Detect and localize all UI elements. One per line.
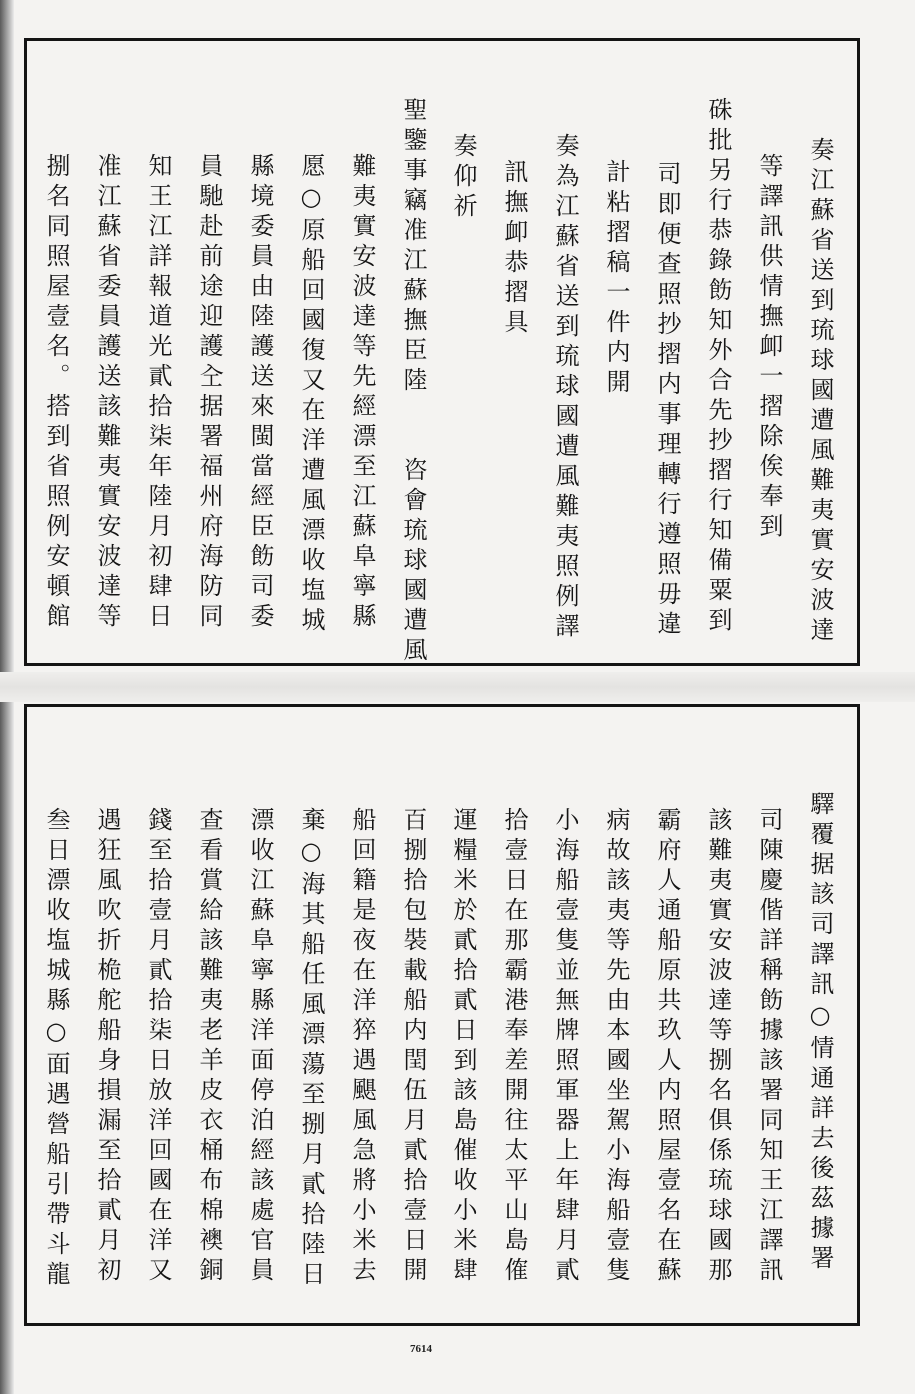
text-column: 叁日漂收塩城縣○面遇營船引帶斗龍 [42,807,70,1291]
text-column: 難夷實安波達等先經漂至江蘇阜寧縣 [348,153,376,633]
text-column: 棄○海其船任風漂蕩至捌月貳拾陸日 [297,807,325,1291]
text-column: 准江蘇省委員護送該難夷實安波達等 [93,153,121,633]
text-column: 愿○原船回國復又在洋遭風漂收塩城 [297,153,325,637]
text-column: 員馳赴前途迎護㒰据署福州府海防同 [195,153,223,633]
text-column: 該難夷實安波達等捌名俱係琉球國那 [704,807,732,1287]
text-column: 小海船壹隻並無牌照軍器上年肆月貳 [551,807,579,1287]
text-column: 等譯訊供情撫卹一摺除俟奉到 [755,153,783,543]
text-column: 知王江詳報道光貳拾柒年陸月初肆日 [144,153,172,633]
text-column: 錢至拾壹月貳拾柒日放洋回國在洋又 [144,807,172,1287]
text-column: 霸府人通船原共玖人内照屋壹名在蘇 [653,807,681,1287]
text-column: 驛覆据該司譯訊○情通詳去後茲據署 [806,791,834,1275]
text-column: 奏為江蘇省送到琉球國遭風難夷照例譯 [551,133,579,643]
text-column: 運糧米於貳拾貳日到該島催收小米肆 [449,807,477,1287]
text-column: 漂收江蘇阜寧縣洋面停泊經該處官員 [246,807,274,1287]
text-column: 捌名同照屋壹名。搭到省照例安頓館 [42,153,70,633]
text-column: 計粘摺稿一件内開 [602,159,630,399]
text-column: 遇狂風吹折桅舵船身損漏至拾貳月初 [93,807,121,1287]
text-column: 縣境委員由陸護送來閩當經臣飭司委 [246,153,274,633]
text-column: 病故該夷等先由本國坐駕小海船壹隻 [602,807,630,1287]
text-column: 訊撫卹恭摺具 [500,159,528,339]
text-column: 拾壹日在那霸港奉差開往太平山島傕 [500,807,528,1287]
text-column: 奏仰祈 [449,133,477,223]
text-column: 船回籍是夜在洋猝遇颶風急將小米去 [348,807,376,1287]
page-fold [0,672,915,702]
text-column: 奏江蘇省送到琉球國遭風難夷實安波達 [806,137,834,647]
page-number: 7614 [410,1343,432,1355]
text-column: 司陳慶偕詳稱飭據該署同知王江譯訊 [755,807,783,1287]
lower-document-frame [24,704,860,1326]
text-column: 硃批另行恭錄飭知外合先抄摺行知備粟到 [704,97,732,637]
text-column: 司即便查照抄摺内事理轉行遵照毋違 [653,161,681,641]
text-column: 聖鑒事竊准江蘇撫臣陸 咨會琉球國遭風 [399,97,427,667]
text-column: 百捌拾包裝載船内閏伍月貳拾壹日開 [399,807,427,1287]
upper-document-frame [24,38,860,666]
text-column: 查看賞給該難夷老羊皮衣桶布棉襖銅 [195,807,223,1287]
